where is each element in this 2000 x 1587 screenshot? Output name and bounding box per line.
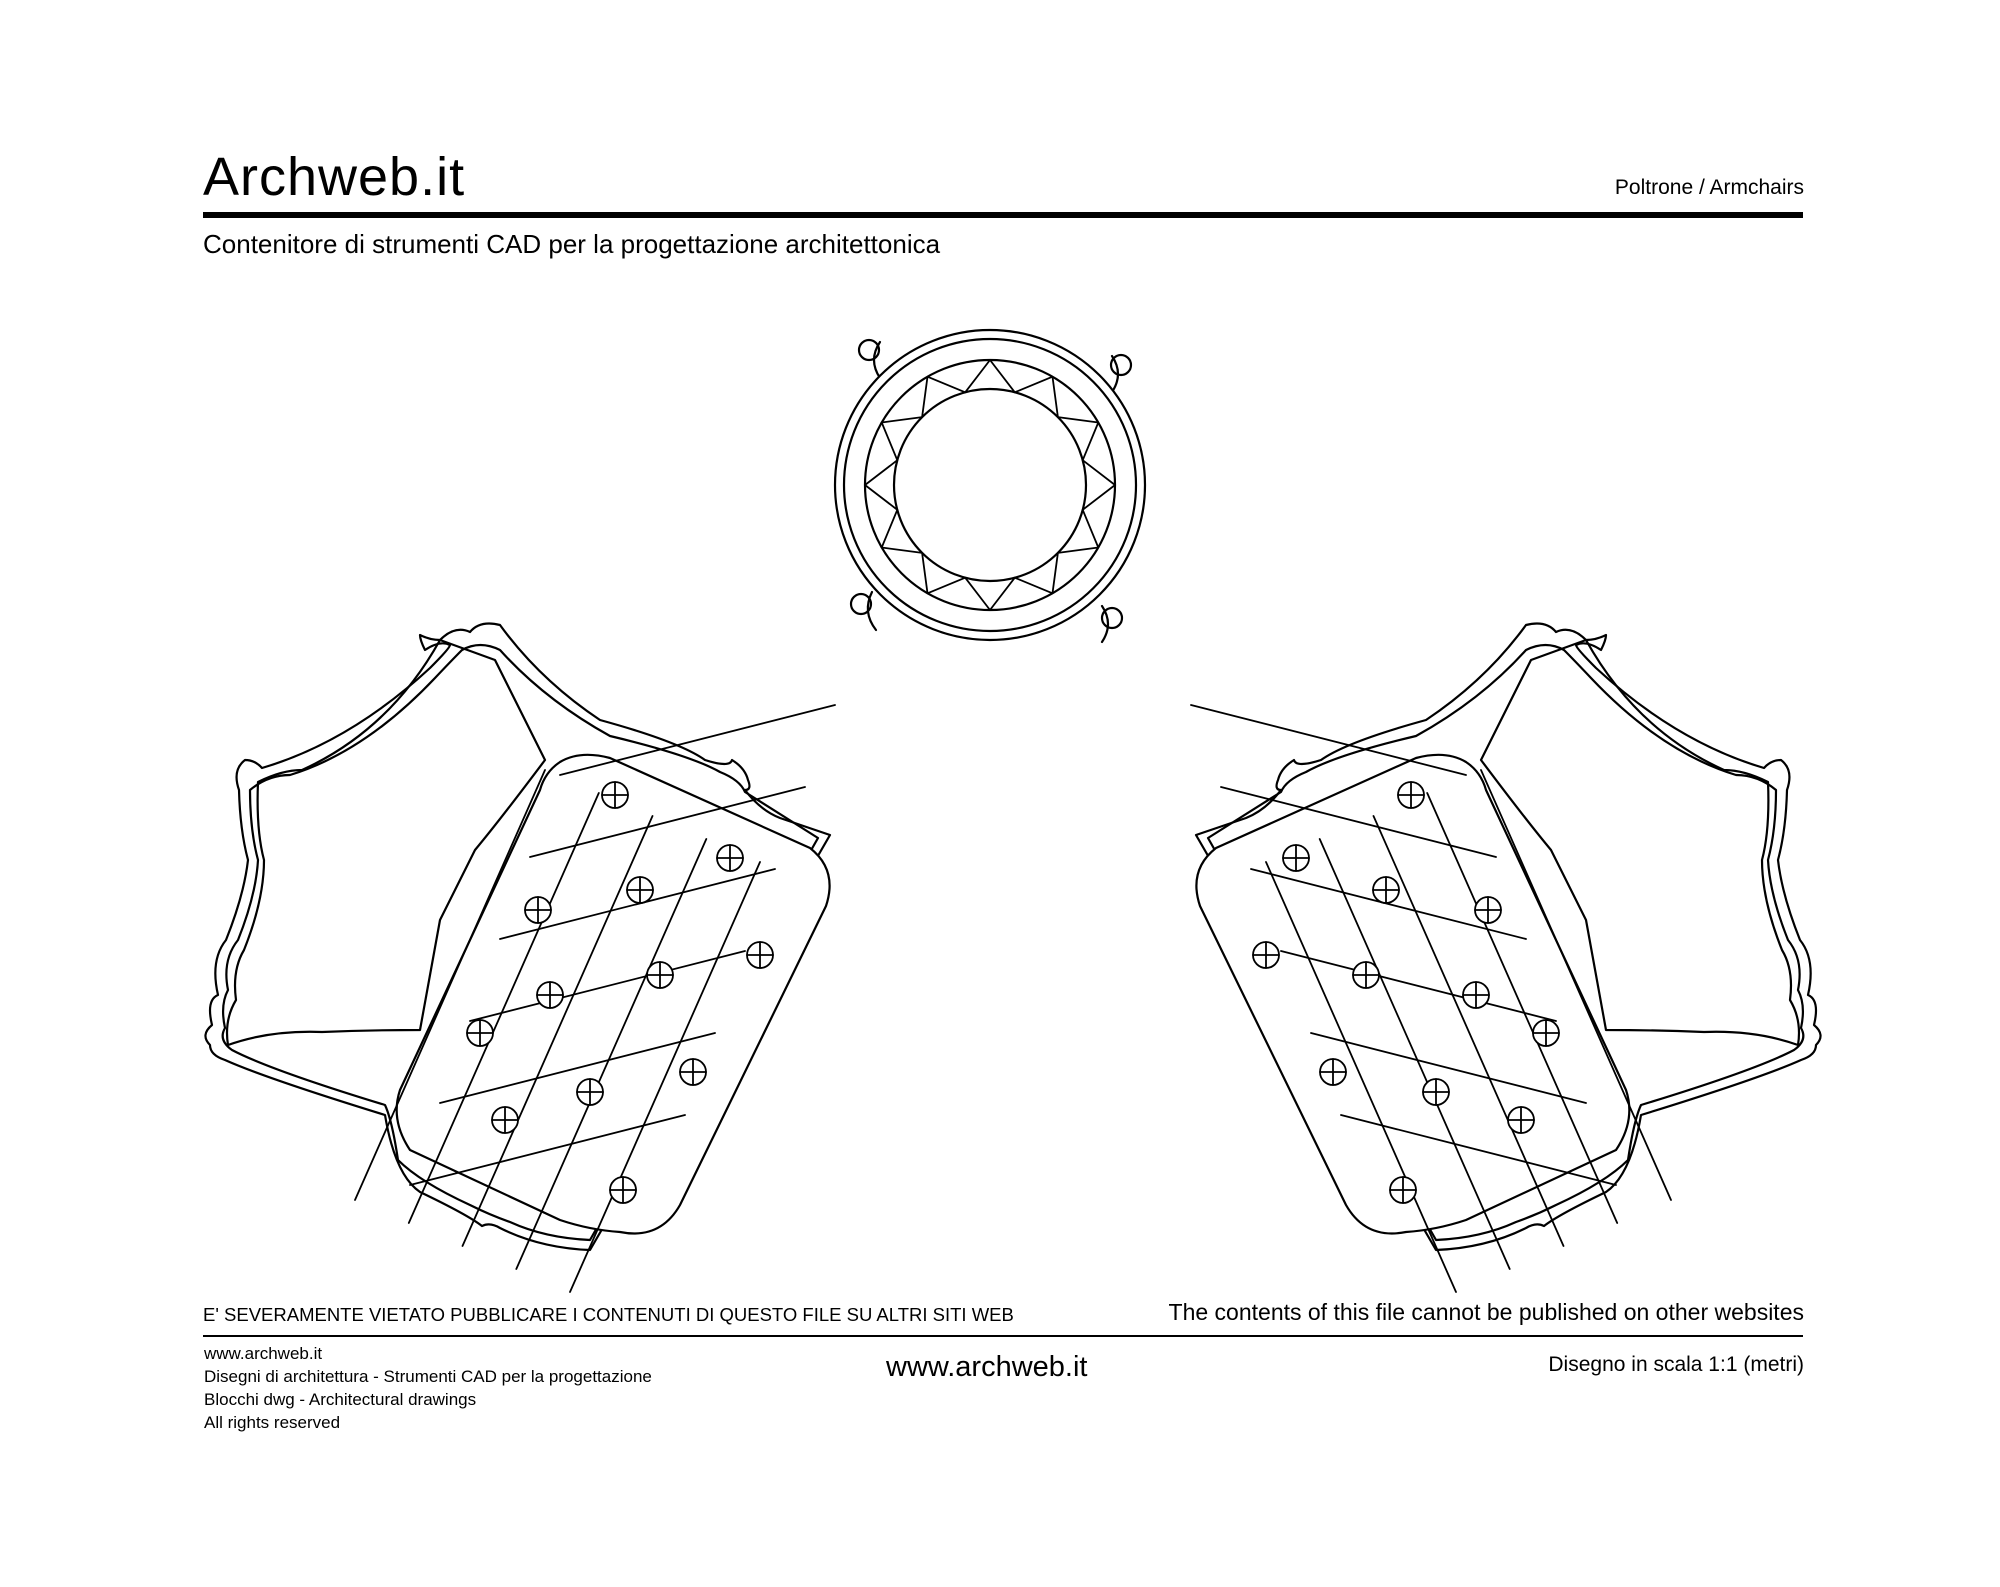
tufting-line [1191,705,1466,775]
footer-rule [203,1335,1803,1337]
armchair-seat-cushion [397,755,830,1234]
scale-note: Disegno in scala 1:1 (metri) [1548,1353,1804,1376]
armchair-left [205,624,835,1292]
footer-website-link[interactable]: www.archweb.it [886,1351,1088,1383]
tagline: Contenitore di strumenti CAD per la progettazione architettonica [203,229,941,259]
category-label: Poltrone / Armchairs [1614,176,1804,199]
footer-credit-line: All rights reserved [204,1413,341,1432]
table-rim-outer [835,330,1145,640]
tufting-line [560,705,835,775]
armchair-right [1191,624,1821,1292]
copyright-warning-en: The contents of this file cannot be published on other websites [1168,1299,1804,1325]
footer-credit-line: www.archweb.it [204,1344,323,1363]
footer-credits [204,1342,652,1434]
armchair-seat-cushion [1196,755,1629,1234]
copyright-warning-it: E' SEVERAMENTE VIETATO PUBBLICARE I CONTENUTI DI QUESTO FILE SU ALTRI SITI WEB [203,1304,1014,1325]
table-leg-foot [868,592,876,630]
brand-title: Archweb.it [203,147,466,207]
footer-credit-line: Disegni di architettura - Strumenti CAD per la progettazione [204,1367,652,1386]
footer-credit-line: Blocchi dwg - Architectural drawings [204,1390,477,1409]
round-table [835,330,1145,642]
